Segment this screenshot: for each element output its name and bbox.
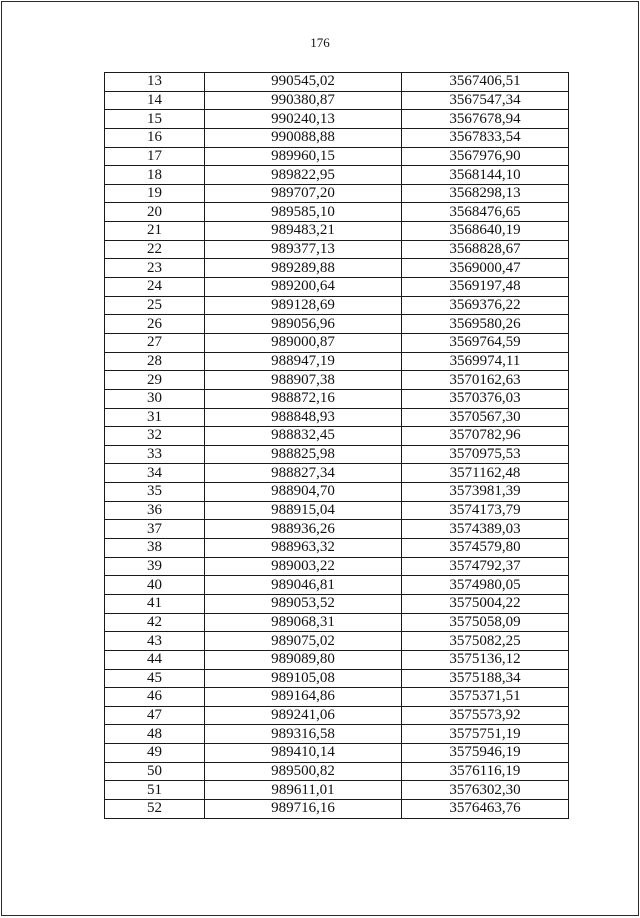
table-row [105,389,569,408]
point-number-cell: 27 [105,333,205,352]
page-number: 176 [310,35,330,50]
y-coordinate-cell: 3567833,54 [402,128,569,147]
y-coordinate-cell: 3569974,11 [402,352,569,371]
y-coordinate-cell: 3567678,94 [402,110,569,129]
point-number-cell: 47 [105,706,205,725]
y-coordinate-cell: 3574389,03 [402,520,569,539]
point-number-cell: 45 [105,669,205,688]
x-coordinate-cell: 990545,02 [205,73,402,92]
point-number-cell: 32 [105,427,205,446]
point-number-cell: 23 [105,259,205,278]
x-coordinate-cell: 988848,93 [205,408,402,427]
x-coordinate-cell: 989089,80 [205,650,402,669]
table-row [105,352,569,371]
x-coordinate-cell: 988907,38 [205,371,402,390]
point-number-cell: 30 [105,389,205,408]
point-number-cell: 46 [105,688,205,707]
table-row [105,222,569,241]
table-row [105,632,569,651]
table-row [105,464,569,483]
y-coordinate-cell: 3567976,90 [402,147,569,166]
y-coordinate-cell: 3568640,19 [402,222,569,241]
table-row [105,688,569,707]
x-coordinate-cell: 989483,21 [205,222,402,241]
x-coordinate-cell: 989316,58 [205,725,402,744]
point-number-cell: 44 [105,650,205,669]
x-coordinate-cell: 989068,31 [205,613,402,632]
x-coordinate-cell: 989611,01 [205,781,402,800]
y-coordinate-cell: 3574792,37 [402,557,569,576]
coordinates-table [104,72,569,819]
table-row [105,520,569,539]
table-row [105,762,569,781]
point-number-cell: 50 [105,762,205,781]
point-number-cell: 51 [105,781,205,800]
y-coordinate-cell: 3569000,47 [402,259,569,278]
point-number-cell: 52 [105,799,205,818]
point-number-cell: 39 [105,557,205,576]
x-coordinate-cell: 990380,87 [205,91,402,110]
x-coordinate-cell: 989500,82 [205,762,402,781]
x-coordinate-cell: 988963,32 [205,539,402,558]
y-coordinate-cell: 3570376,03 [402,389,569,408]
table-row [105,147,569,166]
table-row [105,744,569,763]
point-number-cell: 29 [105,371,205,390]
point-number-cell: 15 [105,110,205,129]
x-coordinate-cell: 989707,20 [205,184,402,203]
table-row [105,650,569,669]
point-number-cell: 38 [105,539,205,558]
point-number-cell: 18 [105,166,205,185]
x-coordinate-cell: 988872,16 [205,389,402,408]
x-coordinate-cell: 989003,22 [205,557,402,576]
y-coordinate-cell: 3576116,19 [402,762,569,781]
point-number-cell: 25 [105,296,205,315]
x-coordinate-cell: 989241,06 [205,706,402,725]
y-coordinate-cell: 3576463,76 [402,799,569,818]
y-coordinate-cell: 3569197,48 [402,278,569,297]
table-row [105,128,569,147]
point-number-cell: 36 [105,501,205,520]
x-coordinate-cell: 988825,98 [205,445,402,464]
x-coordinate-cell: 989377,13 [205,240,402,259]
table-row [105,73,569,92]
y-coordinate-cell: 3570975,53 [402,445,569,464]
point-number-cell: 28 [105,352,205,371]
table-row [105,539,569,558]
table-row [105,445,569,464]
table-row [105,557,569,576]
table-row [105,240,569,259]
point-number-cell: 24 [105,278,205,297]
y-coordinate-cell: 3575946,19 [402,744,569,763]
y-coordinate-cell: 3575371,51 [402,688,569,707]
table-row [105,501,569,520]
point-number-cell: 19 [105,184,205,203]
y-coordinate-cell: 3573981,39 [402,483,569,502]
point-number-cell: 26 [105,315,205,334]
x-coordinate-cell: 989056,96 [205,315,402,334]
x-coordinate-cell: 988947,19 [205,352,402,371]
y-coordinate-cell: 3570782,96 [402,427,569,446]
y-coordinate-cell: 3575136,12 [402,650,569,669]
y-coordinate-cell: 3569764,59 [402,333,569,352]
y-coordinate-cell: 3575573,92 [402,706,569,725]
x-coordinate-cell: 989585,10 [205,203,402,222]
y-coordinate-cell: 3575751,19 [402,725,569,744]
table-row [105,725,569,744]
x-coordinate-cell: 988936,26 [205,520,402,539]
y-coordinate-cell: 3567406,51 [402,73,569,92]
point-number-cell: 35 [105,483,205,502]
table-row [105,427,569,446]
x-coordinate-cell: 988832,45 [205,427,402,446]
table-row [105,669,569,688]
point-number-cell: 34 [105,464,205,483]
y-coordinate-cell: 3574980,05 [402,576,569,595]
x-coordinate-cell: 989716,16 [205,799,402,818]
y-coordinate-cell: 3569580,26 [402,315,569,334]
point-number-cell: 41 [105,594,205,613]
point-number-cell: 31 [105,408,205,427]
y-coordinate-cell: 3568828,67 [402,240,569,259]
table-row [105,333,569,352]
table-row [105,259,569,278]
table-row [105,706,569,725]
point-number-cell: 21 [105,222,205,241]
x-coordinate-cell: 989200,64 [205,278,402,297]
y-coordinate-cell: 3575082,25 [402,632,569,651]
point-number-cell: 40 [105,576,205,595]
table-row [105,184,569,203]
point-number-cell: 20 [105,203,205,222]
y-coordinate-cell: 3568144,10 [402,166,569,185]
table-row [105,594,569,613]
table-row [105,203,569,222]
table-row [105,613,569,632]
y-coordinate-cell: 3575004,22 [402,594,569,613]
point-number-cell: 49 [105,744,205,763]
y-coordinate-cell: 3567547,34 [402,91,569,110]
table-row [105,296,569,315]
point-number-cell: 14 [105,91,205,110]
point-number-cell: 42 [105,613,205,632]
point-number-cell: 22 [105,240,205,259]
table-row [105,278,569,297]
y-coordinate-cell: 3574173,79 [402,501,569,520]
point-number-cell: 33 [105,445,205,464]
table-row [105,576,569,595]
table-row [105,110,569,129]
point-number-cell: 48 [105,725,205,744]
y-coordinate-cell: 3570162,63 [402,371,569,390]
coordinates-table-body [105,73,569,819]
table-row [105,371,569,390]
table-row [105,408,569,427]
y-coordinate-cell: 3574579,80 [402,539,569,558]
y-coordinate-cell: 3569376,22 [402,296,569,315]
y-coordinate-cell: 3568476,65 [402,203,569,222]
x-coordinate-cell: 989053,52 [205,594,402,613]
table-row [105,483,569,502]
x-coordinate-cell: 989164,86 [205,688,402,707]
point-number-cell: 16 [105,128,205,147]
point-number-cell: 43 [105,632,205,651]
y-coordinate-cell: 3575188,34 [402,669,569,688]
point-number-cell: 17 [105,147,205,166]
x-coordinate-cell: 990240,13 [205,110,402,129]
table-row [105,91,569,110]
x-coordinate-cell: 989289,88 [205,259,402,278]
x-coordinate-cell: 990088,88 [205,128,402,147]
x-coordinate-cell: 989046,81 [205,576,402,595]
point-number-cell: 37 [105,520,205,539]
x-coordinate-cell: 988915,04 [205,501,402,520]
y-coordinate-cell: 3568298,13 [402,184,569,203]
table-row [105,799,569,818]
x-coordinate-cell: 989075,02 [205,632,402,651]
x-coordinate-cell: 989410,14 [205,744,402,763]
x-coordinate-cell: 989128,69 [205,296,402,315]
x-coordinate-cell: 988904,70 [205,483,402,502]
table-row [105,315,569,334]
x-coordinate-cell: 989105,08 [205,669,402,688]
x-coordinate-cell: 989000,87 [205,333,402,352]
x-coordinate-cell: 988827,34 [205,464,402,483]
y-coordinate-cell: 3576302,30 [402,781,569,800]
table-row [105,166,569,185]
point-number-cell: 13 [105,73,205,92]
x-coordinate-cell: 989822,95 [205,166,402,185]
y-coordinate-cell: 3575058,09 [402,613,569,632]
y-coordinate-cell: 3571162,48 [402,464,569,483]
table-row [105,781,569,800]
x-coordinate-cell: 989960,15 [205,147,402,166]
y-coordinate-cell: 3570567,30 [402,408,569,427]
